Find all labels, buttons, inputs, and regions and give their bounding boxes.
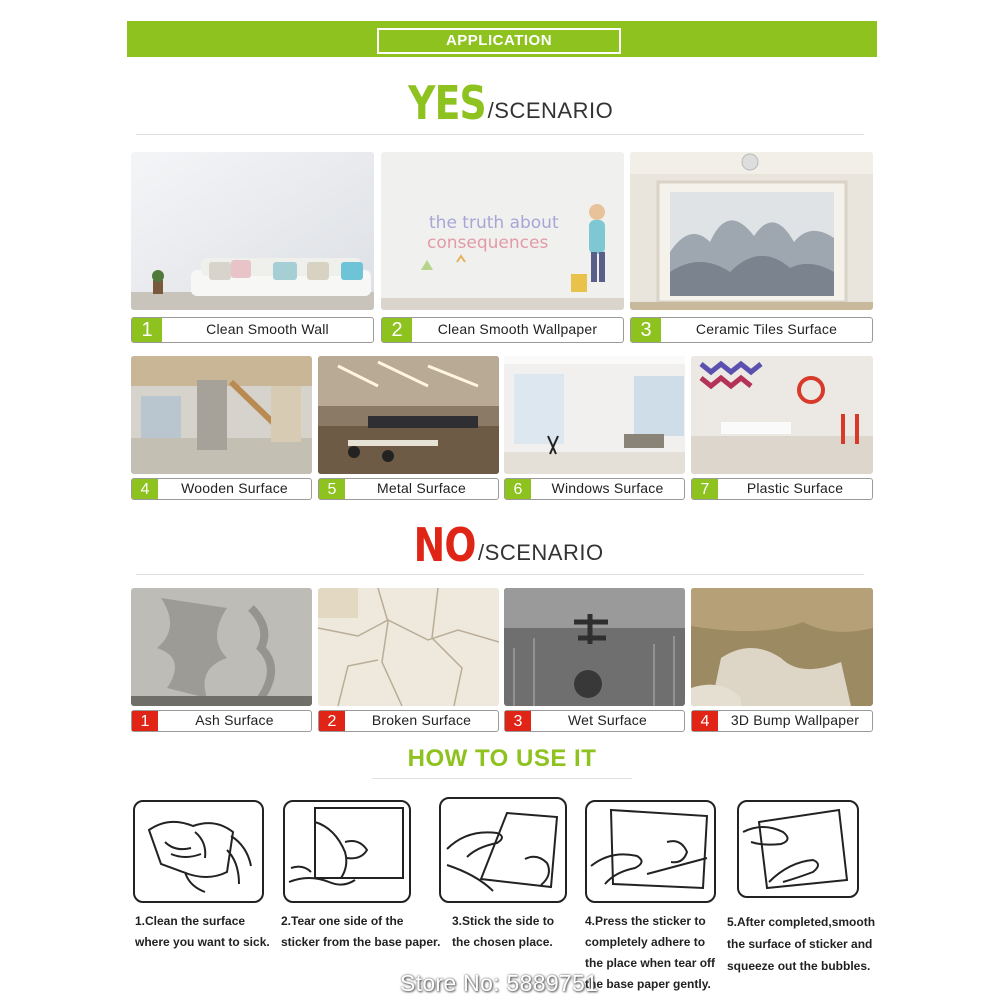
yes-label-7: Plastic Surface xyxy=(746,480,844,496)
step-2-line-1: 2.Tear one side of the xyxy=(281,914,404,928)
wall-text-line2: consequences xyxy=(427,233,549,253)
step-5-line-1: 5.After completed,smooth xyxy=(727,915,876,929)
wet-surface-photo xyxy=(504,588,685,706)
yes-label-6: Windows Surface xyxy=(551,480,664,496)
step-4-line-2: completely adhere to xyxy=(585,935,706,949)
yes-divider xyxy=(136,134,864,135)
yes-caption-7 xyxy=(691,478,873,500)
step-1-text xyxy=(135,911,285,953)
yes-number-6: 6 xyxy=(505,479,531,499)
no-scenario-title xyxy=(300,508,704,572)
no-number-3: 3 xyxy=(505,711,531,731)
yes-caption-2 xyxy=(381,317,624,343)
no-number-2: 2 xyxy=(319,711,345,731)
yes-number-5: 5 xyxy=(319,479,345,499)
tear-paper-icon xyxy=(285,802,408,900)
yes-caption-4 xyxy=(131,478,312,500)
3d-bump-wallpaper-photo xyxy=(691,588,873,706)
store-watermark: Store No: 5889751 xyxy=(400,970,599,996)
metal-surface-photo xyxy=(318,356,499,474)
step-5-text xyxy=(727,911,887,977)
no-caption-4 xyxy=(691,710,873,732)
clean-smooth-wallpaper-photo xyxy=(381,152,624,310)
step-3-illustration xyxy=(439,797,567,903)
no-label-1: Ash Surface xyxy=(195,712,274,728)
how-to-use-title: HOW TO USE IT xyxy=(407,745,597,772)
yes-number-1: 1 xyxy=(132,318,162,342)
yes-number-3: 3 xyxy=(631,318,661,342)
step-2-text xyxy=(281,911,451,953)
step-1-line-2: where you want to sick. xyxy=(135,935,270,949)
no-number-1: 1 xyxy=(132,711,158,731)
no-scenario-suffix: /SCENARIO xyxy=(478,540,604,565)
step-3-text xyxy=(452,911,582,953)
smooth-bubbles-icon xyxy=(739,802,856,895)
clean-smooth-wall-photo xyxy=(131,152,374,310)
clean-hand-icon xyxy=(135,802,261,900)
step-3-line-2: the chosen place. xyxy=(452,935,553,949)
yes-number-4: 4 xyxy=(132,479,158,499)
step-4-line-1: 4.Press the sticker to xyxy=(585,914,706,928)
yes-caption-3 xyxy=(630,317,873,343)
stick-side-icon xyxy=(441,799,564,900)
no-caption-2 xyxy=(318,710,499,732)
plastic-surface-photo xyxy=(691,356,873,474)
yes-scenario-suffix: /SCENARIO xyxy=(487,98,614,123)
no-caption-1 xyxy=(131,710,312,732)
yes-caption-1 xyxy=(131,317,374,343)
yes-label-4: Wooden Surface xyxy=(181,480,288,496)
yes-number-2: 2 xyxy=(382,318,412,342)
step-4-line-4: the base paper gently. xyxy=(585,977,711,991)
step-1-line-1: 1.Clean the surface xyxy=(135,914,246,928)
press-sticker-icon xyxy=(587,802,713,900)
no-label-4: 3D Bump Wallpaper xyxy=(730,712,860,728)
yes-caption-5 xyxy=(318,478,499,500)
step-4-illustration xyxy=(585,800,716,903)
yes-scenario-title xyxy=(300,66,704,130)
windows-surface-photo xyxy=(504,356,685,474)
how-to-divider xyxy=(372,778,632,779)
no-word: NO xyxy=(414,518,477,572)
wooden-surface-photo xyxy=(131,356,312,474)
no-divider xyxy=(136,574,864,575)
ceramic-tiles-photo xyxy=(630,152,873,310)
step-4-line-3: the place when tear off xyxy=(585,956,716,970)
yes-label-3: Ceramic Tiles Surface xyxy=(695,321,838,337)
step-2-line-2: sticker from the base paper. xyxy=(281,935,441,949)
yes-number-7: 7 xyxy=(692,479,718,499)
yes-caption-6 xyxy=(504,478,685,500)
yes-label-1: Clean Smooth Wall xyxy=(206,321,329,337)
application-title: APPLICATION xyxy=(377,28,621,54)
no-label-2: Broken Surface xyxy=(371,712,472,728)
step-2-illustration xyxy=(283,800,411,903)
broken-surface-photo xyxy=(318,588,499,706)
wall-text-line1: the truth about xyxy=(429,213,559,233)
step-3-line-1: 3.Stick the side to xyxy=(452,914,555,928)
step-1-illustration xyxy=(133,800,264,903)
step-5-illustration xyxy=(737,800,859,898)
ash-surface-photo xyxy=(131,588,312,706)
step-5-line-2: the surface of sticker and xyxy=(727,937,873,951)
yes-word: YES xyxy=(407,76,486,130)
step-5-line-3: squeeze out the bubbles. xyxy=(727,959,871,973)
yes-label-5: Metal Surface xyxy=(377,480,466,496)
no-label-3: Wet Surface xyxy=(568,712,647,728)
no-caption-3 xyxy=(504,710,685,732)
no-number-4: 4 xyxy=(692,711,718,731)
yes-label-2: Clean Smooth Wallpaper xyxy=(437,321,598,337)
